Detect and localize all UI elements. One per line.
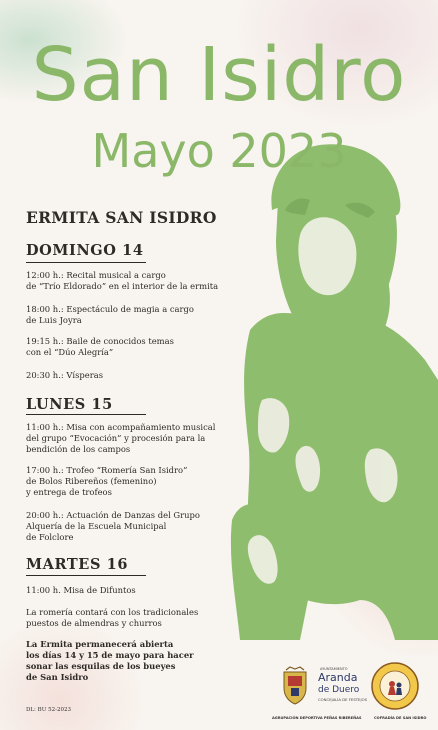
event-text-cont: y entrega de trofeos [26,487,112,497]
event-text-cont: de Luis Joyra [26,315,82,325]
event-text-cont: de “Trío Eldorado” en el interior de la ermita [26,281,219,291]
event-time: 11:00 h.: [26,422,64,432]
divider [26,575,146,576]
ayto-name-line: Aranda [318,671,358,684]
divider [26,414,146,415]
ermita-note [26,639,226,683]
ayto-small-label: AYUNTAMIENTO [320,667,348,671]
event-text: Vísperas [66,370,103,380]
event-text-cont: con el “Dúo Alegría” [26,347,114,357]
event-time: 20:00 h.: [26,510,64,520]
ayto-name [318,672,359,696]
event-time: 12:00 h.: [26,270,64,280]
event-item [26,304,226,326]
event-time: 11:00 h. [26,585,61,595]
event-text: Misa con acompañamiento musical [66,422,216,432]
event-text-cont: del grupo “Evocación” y procesión para la [26,433,206,443]
folklore-school-badge [370,661,420,711]
coat-of-arms-icon [272,666,318,706]
event-text-cont: de Bolos Ribereños (femenino) [26,476,157,486]
footer-sponsor-left: AGRUPACIÓN DEPORTIVA PEÑAS RIBEREÑAS [272,716,362,720]
legal-deposit: DL: BU 52-2023 [26,707,71,713]
day-heading-monday: LUNES 15 [26,396,113,413]
event-text-cont: Alquería de la Escuela Municipal [26,521,167,531]
event-time: 20:30 h.: [26,370,64,380]
divider [26,262,146,263]
event-item [26,270,226,292]
ayto-department: CONCEJALÍA DE FESTEJOS [318,697,367,702]
note-line: los días 14 y 15 de mayo para hacer [26,650,194,660]
note-line: puestos de almendras y churros [26,618,162,628]
event-text: Trofeo “Romería San Isidro” [66,465,188,475]
note-line: La romería contará con los tradicionales [26,607,199,617]
event-time: 17:00 h.: [26,465,64,475]
subtitle: Mayo 2023 [91,124,347,178]
event-item [26,465,226,498]
event-item [26,585,226,596]
event-item [26,422,226,455]
event-time: 18:00 h.: [26,304,64,314]
place-heading: ERMITA SAN ISIDRO [26,208,217,227]
event-item [26,510,226,543]
event-text: Misa de Difuntos [63,585,136,595]
day-heading-sunday: DOMINGO 14 [26,242,144,259]
event-item [26,370,226,381]
event-text-cont: de Folclore [26,532,74,542]
note-line: de San Isidro [26,672,89,682]
event-text: Baile de conocidos temas [66,336,174,346]
note-line: sonar las esquilas de los bueyes [26,661,176,671]
event-item [26,336,226,358]
title: San Isidro [31,32,407,118]
romeria-note [26,607,226,629]
day-heading-tuesday: MARTES 16 [26,556,129,573]
note-line: La Ermita permanecerá abierta [26,639,174,649]
ayto-name-line: de Duero [318,685,360,695]
event-text: Actuación de Danzas del Grupo [66,510,200,520]
event-text-cont: bendición de los campos [26,444,131,454]
event-time: 19:15 h.: [26,336,64,346]
event-text: Recital musical a cargo [66,270,166,280]
footer-sponsor-right: COFRADÍA DE SAN ISIDRO [374,716,427,720]
event-text: Espectáculo de magia a cargo [66,304,194,314]
